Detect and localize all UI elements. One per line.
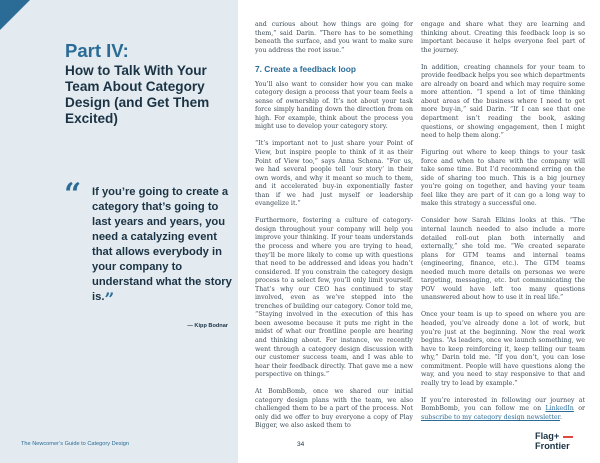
paragraph-with-links: [421, 397, 585, 423]
page-number: 34: [297, 441, 305, 448]
paragraph: “It’s important not to just share your Point of View, but inspire people to think of it as their Point of View too,” says Anna Schena. “For us, we had several people tell ‘our story’ in their own words, and why it meant so much to them, and it accelerated buy-in exponentially faster than if we had just myself or leadership evangelize it.”: [255, 140, 413, 208]
link-paragraph-suffix: .: [559, 413, 562, 421]
logo-plus: +: [553, 431, 560, 441]
paragraph: and curious about how things are going for them,” said Darin. “There has to be something beneath the surface, and you want to make sure you address the root issue.”: [255, 21, 413, 54]
logo-red-bar: [563, 436, 573, 438]
body-column-2: [421, 21, 585, 431]
guide-title-footer: The Newcomer’s Guide to Category Design: [21, 441, 129, 447]
paragraph: Furthermore, fostering a culture of category-design throughout your company will help you improve your thinking. If your team understands the process and where you are trying to head, they’ll be more likely to come up with questions that need to be addressed and ideas you hadn’t considered. If you constrain the category design process to a select few, you’ll only limit yourself. That’s why our CEO has continued to stay involved, even as we’ve stepped into the trenches of building our category. Conor told me, “Staying involved in the execution of this has been awesome because it puts me right in the midst of what our frontline people are hearing and thinking about. For instance, we recently went through a category design discussion with our customer success team, and I was able to hear their feedback directly. That gave me a new perspective on things.”: [255, 217, 413, 379]
logo-word-frontier: Frontier: [535, 441, 570, 451]
section-heading: 7. Create a feedback loop: [255, 63, 357, 74]
flag-frontier-logo: [535, 431, 570, 451]
corner-accent: [0, 0, 30, 30]
newsletter-link[interactable]: subscribe to my category design newsletter: [421, 413, 560, 421]
pull-quote-text: If you’re going to create a category that’s going to last years and years, you need a catalyzing event that allows everybody in your company to understand what the story is.: [92, 186, 232, 304]
part-label: Part IV:: [65, 40, 129, 61]
chapter-title: How to Talk With Your Team About Category Design (and Get Them Excited): [65, 63, 210, 127]
paragraph: engage and share what they are learning and thinking about. Creating this feedback loop is so important because it helps everyone feel part of the journey.: [421, 21, 585, 54]
link-paragraph-prefix: If you’re interested in following our journey at BombBomb, you can follow me on: [421, 396, 585, 413]
sidebar: [0, 0, 238, 463]
paragraph: You’ll also want to consider how you can make category design a process that your team feels a sense of ownership of. It’s not about your task force simply handing down the direction from on high. For example, think about the process you might use to develop your category story.: [255, 80, 413, 131]
open-quote-icon: “: [64, 177, 82, 212]
close-quote-icon: ”: [104, 290, 115, 311]
link-paragraph-mid: or: [573, 405, 585, 413]
quote-attribution: — Kipp Bodnar: [187, 323, 228, 329]
paragraph: Figuring out where to keep things to your task force and when to share with the company will take some time. But I’d recommend erring on the side of sharing too much. This is a big journey you’re going on together, and having your team feel like they are part of it can go a long way to make this strategy a successful one.: [421, 149, 585, 208]
body-column-1: [255, 21, 413, 439]
paragraph: Once your team is up to speed on where you are headed, you’ve already done a lot of work, but you’re just at the beginning. Now the real work begins. “As leaders, once we launch something, we have to keep reinforcing it, keep telling our team why,” Darin told me. “If you don’t, you can lose commitment. People will have questions along the way, and you need to stay responsive to that and really try to lead by example.”: [421, 311, 585, 387]
linkedin-link[interactable]: LinkedIn: [545, 405, 574, 413]
logo-word-flag: Flag: [535, 431, 554, 441]
paragraph: In addition, creating channels for your team to provide feedback helps you see which departments are already on board and which may require some more attention. “I spend a lot of time thinking about areas of the business where I need to get more buy-in,” said Darin. “If I can see that one department isn’t reading the book, asking questions, or showing engagement, then I might need to help them along.”: [421, 63, 585, 140]
paragraph: At BombBomb, once we shared our initial category design plans with the team, we also challenged them to be a part of the process. Not only did we offer to buy everyone a copy of Play Bigger, we also asked them to: [255, 388, 413, 430]
pull-quote: [92, 185, 232, 311]
paragraph: Consider how Sarah Elkins looks at this. “The internal launch needed to also include a more detailed roll-out plan both internally and externally,” she told me. “We created separate plans for GTM teams and internal teams (engineering, finance, etc.). The GTM teams needed much more details on personas we were targeting, messaging, etc. but communicating the POV would have left too many questions unanswered about how to use it in real life.”: [421, 217, 585, 302]
